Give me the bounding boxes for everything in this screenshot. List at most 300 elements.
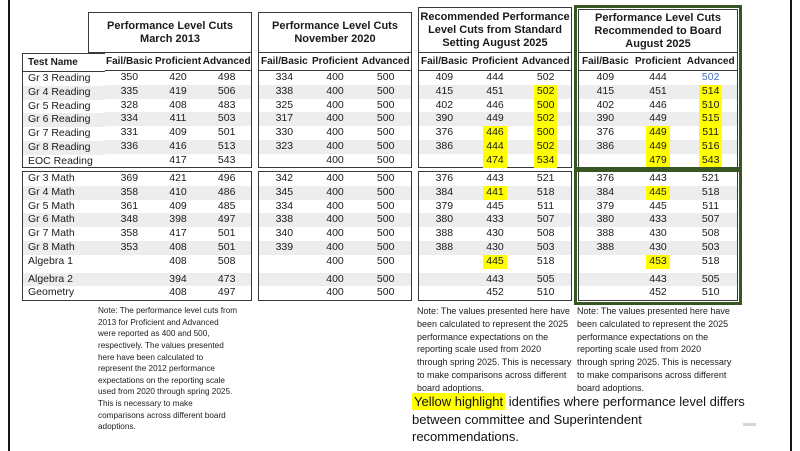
value: 497	[217, 286, 236, 299]
value: 500	[376, 84, 395, 97]
table-row	[419, 85, 571, 99]
table-cell	[360, 85, 411, 99]
note-board: Note: The values presented here have been calculated to represent the 2025 performance expectations on the reporting scale used from 2020 through spring 2025. This is necessary to make comparisons across different board adoptions.	[577, 306, 732, 393]
table-cell	[310, 126, 361, 140]
table-cell	[684, 112, 737, 126]
table-cell	[154, 154, 203, 168]
table-cell	[105, 273, 154, 287]
table-cell	[360, 172, 411, 186]
value: 325	[275, 98, 294, 111]
value: 317	[275, 112, 294, 125]
reading-rows	[579, 71, 737, 168]
table-cell	[419, 200, 470, 214]
table-row	[259, 112, 411, 126]
column-header: Advanced	[686, 56, 735, 67]
value: 518	[701, 185, 720, 198]
table-cell	[579, 286, 632, 300]
value: 433	[649, 213, 667, 226]
table-cell	[684, 200, 737, 214]
value: 501	[217, 126, 236, 139]
table-cell	[470, 255, 521, 269]
table-november-2020-math	[258, 171, 412, 301]
table-cell	[579, 172, 632, 186]
table-cell	[520, 273, 571, 287]
table-cell	[310, 99, 361, 113]
column-header: Advanced	[361, 56, 410, 67]
highlighted-value: 515	[699, 112, 723, 126]
highlighted-value: 500	[534, 126, 558, 140]
table-cell	[632, 213, 685, 227]
value: Algebra 1	[28, 254, 73, 267]
table-cell	[310, 255, 361, 269]
table-row	[579, 154, 737, 168]
table-cell	[105, 172, 154, 186]
table-cell	[360, 71, 411, 85]
table-cell	[154, 112, 203, 126]
title-line: Level Cuts from Standard	[428, 23, 562, 36]
table-row	[419, 154, 571, 168]
table-cell	[684, 154, 737, 168]
math-rows	[259, 172, 411, 300]
table-row	[579, 126, 737, 140]
highlighted-value: 445	[646, 186, 670, 200]
value: 358	[120, 227, 139, 240]
value: 500	[376, 254, 395, 267]
value: 443	[649, 172, 667, 184]
highlighted-value: 453	[646, 255, 670, 269]
table-row	[579, 200, 737, 214]
table-row	[419, 227, 571, 241]
table-cell	[154, 186, 203, 200]
table-cell	[684, 227, 737, 241]
math-rows	[579, 172, 737, 300]
table-row	[579, 186, 737, 200]
value: 508	[536, 227, 555, 240]
table-row	[419, 255, 571, 269]
table-cell	[419, 286, 470, 300]
value: Gr 3 Math	[28, 172, 75, 184]
value: 485	[217, 199, 236, 212]
table-cell	[632, 227, 685, 241]
table-row	[579, 227, 737, 241]
value: 444	[486, 71, 504, 83]
test-name-row	[23, 255, 105, 269]
table-row	[259, 99, 411, 113]
legend-highlight-sample: Yellow highlight	[414, 394, 504, 409]
title-line: Setting August 2025	[442, 36, 548, 49]
table-row	[419, 126, 571, 140]
highlighted-value: 516	[699, 140, 723, 154]
value: 452	[649, 286, 667, 299]
value: 505	[701, 272, 720, 285]
table-cell	[105, 140, 154, 154]
table-cell	[470, 99, 521, 113]
reading-rows	[419, 71, 571, 168]
table-cell	[470, 286, 521, 300]
value: 394	[169, 272, 187, 285]
value: 400	[326, 71, 344, 83]
table-row	[579, 255, 737, 269]
value: 350	[120, 71, 139, 83]
value: Gr 7 Math	[28, 227, 75, 240]
value: 400	[326, 213, 344, 226]
value: 353	[120, 240, 139, 253]
table-cell	[632, 99, 685, 113]
column-header: Proficient	[154, 56, 202, 67]
table-cell	[632, 112, 685, 126]
value: 336	[120, 139, 139, 152]
table-row	[579, 273, 737, 287]
reading-test-names	[23, 72, 105, 169]
table-cell	[470, 227, 521, 241]
table-title-board-aug-2025	[578, 9, 738, 53]
table-row	[579, 71, 737, 85]
table-cell	[419, 255, 470, 269]
table-cell	[419, 154, 470, 168]
table-row	[105, 71, 251, 85]
test-name-header: Test Name	[28, 57, 78, 68]
table-cell	[632, 140, 685, 154]
value: 408	[169, 240, 187, 253]
highlighted-value: 449	[646, 126, 670, 140]
table-cell	[360, 186, 411, 200]
value: 417	[169, 227, 187, 240]
table-row	[419, 140, 571, 154]
test-name-row	[23, 113, 105, 127]
title-line: Performance Level Cuts	[107, 19, 233, 32]
test-name-row	[23, 127, 105, 141]
table-cell	[579, 99, 632, 113]
table-cell	[684, 85, 737, 99]
table-cell	[105, 200, 154, 214]
value: 376	[596, 172, 615, 184]
table-cell	[579, 273, 632, 287]
value: 500	[376, 172, 395, 184]
table-cell	[520, 140, 571, 154]
value: 496	[217, 172, 236, 184]
table-cell	[419, 140, 470, 154]
table-cell	[259, 140, 310, 154]
table-cell	[310, 286, 361, 300]
table-cell	[310, 112, 361, 126]
table-cell	[632, 286, 685, 300]
table-cell	[360, 273, 411, 287]
math-test-names	[23, 172, 105, 300]
header-row	[579, 53, 737, 71]
value: 358	[120, 185, 139, 198]
value: 416	[169, 139, 187, 152]
value: 444	[649, 71, 667, 83]
table-row	[419, 112, 571, 126]
table-cell	[202, 200, 251, 214]
table-cell	[202, 154, 251, 168]
table-cell	[154, 99, 203, 113]
table-cell	[259, 126, 310, 140]
table-row	[579, 213, 737, 227]
table-cell	[684, 286, 737, 300]
value: 400	[326, 172, 344, 184]
table-board-math	[578, 171, 738, 301]
value: 328	[120, 98, 139, 111]
table-cell	[419, 85, 470, 99]
value: 419	[169, 84, 187, 97]
table-cell	[23, 255, 105, 269]
table-cell	[310, 227, 361, 241]
table-row	[259, 140, 411, 154]
table-cell	[520, 172, 571, 186]
table-row	[259, 172, 411, 186]
value: 500	[376, 98, 395, 111]
column-header: Fail/Basic	[581, 56, 629, 67]
table-row	[105, 172, 251, 186]
table-cell	[310, 140, 361, 154]
title-line: Performance Level Cuts	[272, 19, 398, 32]
value: 443	[486, 172, 504, 184]
value: 400	[326, 240, 344, 253]
value: 386	[435, 139, 454, 152]
table-row	[105, 85, 251, 99]
table-cell	[259, 255, 310, 269]
value: 379	[435, 199, 454, 212]
table-cell	[684, 71, 737, 85]
value: 521	[701, 172, 720, 184]
value: 408	[169, 98, 187, 111]
value: 400	[326, 112, 344, 125]
table-cell	[470, 140, 521, 154]
table-cell	[579, 186, 632, 200]
table-board-reading	[578, 53, 738, 168]
table-cell	[23, 186, 105, 200]
highlighted-value: 502	[534, 112, 558, 126]
title-line: March 2013	[140, 32, 200, 45]
table-cell	[520, 241, 571, 255]
table-cell	[470, 213, 521, 227]
value: 430	[649, 227, 667, 240]
value: 543	[217, 153, 236, 166]
value: 502	[701, 71, 720, 83]
value: 521	[536, 172, 555, 184]
value: 409	[169, 126, 187, 139]
table-row	[105, 140, 251, 154]
table-cell	[23, 72, 105, 86]
value: 411	[169, 112, 187, 125]
table-cell	[632, 85, 685, 99]
value: 384	[435, 185, 454, 198]
table-cell	[259, 200, 310, 214]
value: 500	[376, 139, 395, 152]
value: 500	[376, 126, 395, 139]
value: 410	[169, 185, 187, 198]
value: 503	[536, 240, 555, 253]
value: 402	[435, 98, 454, 111]
test-name-column-math	[22, 171, 106, 301]
value: Geometry	[28, 286, 75, 299]
highlighted-value: 441	[483, 186, 507, 200]
table-cell	[419, 273, 470, 287]
value: 388	[435, 227, 454, 240]
highlighted-value: 543	[699, 154, 723, 168]
value: 361	[120, 199, 139, 212]
table-cell	[470, 172, 521, 186]
value: 400	[326, 199, 344, 212]
value: 473	[217, 272, 236, 285]
table-row	[105, 186, 251, 200]
value: 500	[376, 240, 395, 253]
table-cell	[360, 255, 411, 269]
highlighted-value: 446	[483, 126, 507, 140]
value: 452	[486, 286, 504, 299]
table-cell	[154, 227, 203, 241]
table-row	[579, 112, 737, 126]
column-header: Proficient	[311, 56, 359, 67]
value: 388	[596, 240, 615, 253]
header-row	[259, 53, 411, 71]
value: 451	[486, 84, 504, 97]
value: 338	[275, 213, 294, 226]
table-cell	[579, 200, 632, 214]
header-row	[419, 53, 571, 71]
value: Gr 5 Math	[28, 199, 75, 212]
table-cell	[202, 85, 251, 99]
table-row	[259, 154, 411, 168]
value: 408	[169, 286, 187, 299]
table-row	[579, 286, 737, 300]
value: 500	[376, 199, 395, 212]
table-cell	[520, 71, 571, 85]
value: 342	[275, 172, 294, 184]
table-row	[259, 286, 411, 300]
table-row	[419, 273, 571, 287]
faint-mark	[743, 423, 756, 426]
table-cell	[154, 172, 203, 186]
table-cell	[202, 112, 251, 126]
highlighted-value: 502	[534, 85, 558, 99]
value: 507	[536, 213, 555, 226]
value: 400	[326, 153, 344, 166]
table-cell	[470, 273, 521, 287]
table-cell	[520, 255, 571, 269]
table-row	[419, 99, 571, 113]
table-cell	[202, 255, 251, 269]
value: 503	[217, 112, 236, 125]
table-row	[419, 186, 571, 200]
test-name-row	[23, 100, 105, 114]
table-cell	[310, 200, 361, 214]
table-cell	[632, 255, 685, 269]
table-cell	[520, 99, 571, 113]
value: 446	[649, 98, 667, 111]
test-name-row	[23, 141, 105, 155]
highlighted-value: 445	[483, 255, 507, 269]
value: 390	[596, 112, 615, 125]
table-cell	[520, 227, 571, 241]
legend-text: identifies where performance level differs between committee and Superintendent recommendations.	[412, 394, 745, 444]
table-cell	[684, 241, 737, 255]
table-cell	[520, 154, 571, 168]
table-cell	[154, 241, 203, 255]
value: 348	[120, 213, 139, 226]
value: 508	[701, 227, 720, 240]
value: Gr 3 Reading	[28, 72, 91, 84]
table-row	[259, 126, 411, 140]
table-cell	[23, 86, 105, 100]
highlighted-value: 444	[483, 140, 507, 154]
value: 335	[120, 84, 139, 97]
value: Gr 6 Reading	[28, 113, 91, 126]
column-header: Fail/Basic	[105, 56, 153, 67]
table-cell	[579, 227, 632, 241]
table-cell	[360, 126, 411, 140]
table-cell	[105, 213, 154, 227]
table-title-march-2013	[88, 12, 252, 53]
table-cell	[419, 172, 470, 186]
table-cell	[520, 286, 571, 300]
value: 380	[435, 213, 454, 226]
table-cell	[23, 172, 105, 186]
value: 508	[217, 254, 236, 267]
test-name-row	[23, 200, 105, 214]
table-cell	[360, 200, 411, 214]
value: 334	[275, 71, 294, 83]
value: 449	[649, 112, 667, 125]
highlighted-value: 514	[699, 85, 723, 99]
table-cell	[259, 286, 310, 300]
test-name-row	[23, 155, 105, 169]
table-cell	[520, 200, 571, 214]
table-cell	[632, 154, 685, 168]
value: 510	[701, 286, 720, 299]
table-cell	[105, 112, 154, 126]
header-row	[105, 53, 251, 71]
value: 510	[536, 286, 555, 299]
table-cell	[259, 227, 310, 241]
value: 433	[486, 213, 504, 226]
value: 506	[217, 84, 236, 97]
table-cell	[154, 273, 203, 287]
value: 518	[536, 254, 555, 267]
table-cell	[23, 200, 105, 214]
table-cell	[579, 85, 632, 99]
value: 409	[435, 71, 454, 83]
table-cell	[419, 71, 470, 85]
value: 500	[376, 272, 395, 285]
table-cell	[202, 213, 251, 227]
table-row	[419, 241, 571, 255]
value: 503	[701, 240, 720, 253]
table-cell	[419, 213, 470, 227]
table-cell	[202, 186, 251, 200]
table-cell	[579, 241, 632, 255]
table-cell	[360, 213, 411, 227]
table-cell	[520, 126, 571, 140]
highlighted-value: 502	[534, 140, 558, 154]
table-cell	[259, 154, 310, 168]
value: 507	[701, 213, 720, 226]
reading-rows	[259, 71, 411, 168]
value: 400	[326, 98, 344, 111]
value: 415	[596, 84, 615, 97]
value: 400	[326, 185, 344, 198]
table-cell	[310, 172, 361, 186]
table-cell	[23, 286, 105, 300]
value: 500	[376, 153, 395, 166]
value: 501	[217, 227, 236, 240]
table-november-2020-reading	[258, 53, 412, 168]
value: 384	[596, 185, 615, 198]
value: Gr 7 Reading	[28, 127, 91, 140]
table-row	[419, 286, 571, 300]
table-cell	[632, 172, 685, 186]
